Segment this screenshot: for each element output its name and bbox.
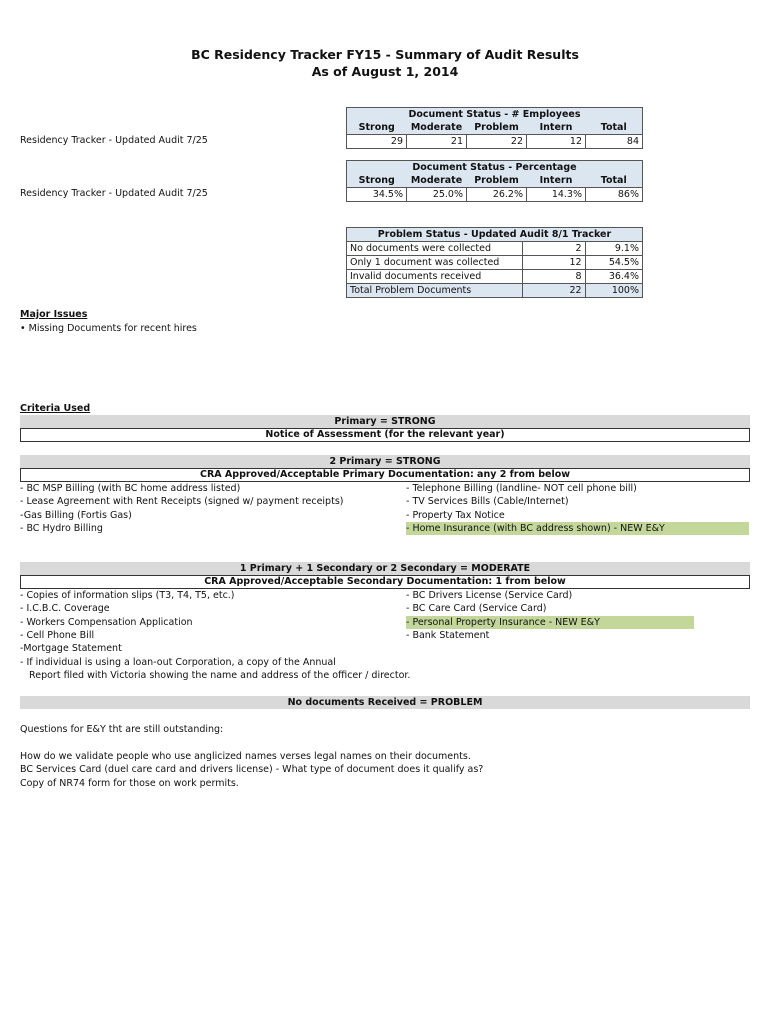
major-issues-heading: Major Issues bbox=[20, 309, 88, 320]
questions-intro: Questions for E&Y tht are still outstanding: bbox=[20, 724, 224, 735]
table-row bbox=[347, 270, 643, 284]
problem-total-count: 22 bbox=[523, 284, 585, 298]
problem-row-pct: 36.4% bbox=[585, 270, 642, 284]
percentage-table bbox=[346, 160, 643, 202]
list-item: - BC Hydro Billing bbox=[20, 523, 103, 534]
highlighted-list-item: - Home Insurance (with BC address shown) - NEW E&Y bbox=[406, 522, 749, 535]
list-item: - BC Drivers License (Service Card) bbox=[406, 590, 573, 601]
page-title: BC Residency Tracker FY15 - Summary of Audit Results bbox=[191, 47, 579, 62]
list-item: - Bank Statement bbox=[406, 630, 490, 641]
list-item: - BC MSP Billing (with BC home address listed) bbox=[20, 483, 241, 494]
major-issue-item: • Missing Documents for recent hires bbox=[20, 323, 197, 334]
page-subtitle: As of August 1, 2014 bbox=[311, 64, 459, 79]
percentage-table-title: Document Status - Percentage bbox=[347, 161, 643, 175]
col-strong: Strong bbox=[347, 174, 407, 188]
problem-row-label: No documents were collected bbox=[347, 242, 523, 256]
percentage-problem-value: 26.2% bbox=[467, 188, 527, 202]
problem-row-pct: 9.1% bbox=[585, 242, 642, 256]
list-item: -Mortgage Statement bbox=[20, 643, 122, 654]
problem-row-pct: 54.5% bbox=[585, 256, 642, 270]
list-item: - Telephone Billing (landline- NOT cell phone bill) bbox=[406, 483, 637, 494]
list-item: -Gas Billing (Fortis Gas) bbox=[20, 510, 132, 521]
question-item: How do we validate people who use anglicized names verses legal names on their documents. bbox=[20, 751, 471, 762]
problem-row-count: 12 bbox=[523, 256, 585, 270]
col-intern: Intern bbox=[539, 122, 573, 133]
problem-row-label: Only 1 document was collected bbox=[347, 256, 523, 270]
list-item: - Copies of information slips (T3, T4, T5, etc.) bbox=[20, 590, 235, 601]
problem-table-title: Problem Status - Updated Audit 8/1 Tracker bbox=[347, 228, 643, 242]
list-item: - TV Services Bills (Cable/Internet) bbox=[406, 496, 569, 507]
col-strong: Strong bbox=[347, 121, 407, 135]
problem-bar: No documents Received = PROBLEM bbox=[20, 696, 750, 709]
primary-strong-bar: Primary = STRONG bbox=[20, 415, 750, 428]
list-item: - If individual is using a loan-out Corporation, a copy of the Annual bbox=[20, 657, 336, 668]
problem-row-count: 8 bbox=[523, 270, 585, 284]
problem-total-pct: 100% bbox=[585, 284, 642, 298]
percentage-intern-value: 14.3% bbox=[527, 188, 586, 202]
percentage-strong-value: 34.5% bbox=[347, 188, 407, 202]
employees-strong-value: 29 bbox=[347, 135, 407, 149]
table-row bbox=[347, 256, 643, 270]
employees-total-value: 84 bbox=[586, 135, 643, 149]
list-item: - Lease Agreement with Rent Receipts (signed w/ payment receipts) bbox=[20, 496, 344, 507]
problem-status-table bbox=[346, 227, 643, 298]
percentage-row-label: Residency Tracker - Updated Audit 7/25 bbox=[20, 188, 208, 199]
primary-strong-box: Notice of Assessment (for the relevant year) bbox=[20, 428, 750, 442]
col-total: Total bbox=[586, 174, 643, 188]
moderate-bar: 1 Primary + 1 Secondary or 2 Secondary = MODERATE bbox=[20, 562, 750, 575]
list-item: Report filed with Victoria showing the name and address of the officer / director. bbox=[20, 670, 411, 681]
problem-total-label: Total Problem Documents bbox=[347, 284, 523, 298]
employees-row-label: Residency Tracker - Updated Audit 7/25 bbox=[20, 135, 208, 146]
employees-intern-value: 12 bbox=[527, 135, 586, 149]
list-item: - Cell Phone Bill bbox=[20, 630, 95, 641]
col-moderate: Moderate bbox=[410, 175, 463, 186]
highlighted-list-item: - Personal Property Insurance - NEW E&Y bbox=[406, 616, 694, 629]
secondary-docs-box: CRA Approved/Acceptable Secondary Documentation: 1 from below bbox=[20, 575, 750, 589]
employees-moderate-value: 21 bbox=[407, 135, 467, 149]
question-item: Copy of NR74 form for those on work permits. bbox=[20, 778, 239, 789]
col-moderate: Moderate bbox=[410, 122, 463, 133]
employees-table-title: Document Status - # Employees bbox=[347, 108, 643, 122]
problem-row-label: Invalid documents received bbox=[347, 270, 523, 284]
list-item: - BC Care Card (Service Card) bbox=[406, 603, 547, 614]
criteria-heading: Criteria Used bbox=[20, 403, 91, 414]
col-problem: Problem bbox=[474, 122, 519, 133]
list-item: - Workers Compensation Application bbox=[20, 617, 193, 628]
primary-docs-box: CRA Approved/Acceptable Primary Documentation: any 2 from below bbox=[20, 468, 750, 482]
percentage-moderate-value: 25.0% bbox=[407, 188, 467, 202]
problem-row-count: 2 bbox=[523, 242, 585, 256]
table-row bbox=[347, 284, 643, 298]
employees-problem-value: 22 bbox=[467, 135, 527, 149]
employees-table bbox=[346, 107, 643, 149]
col-intern: Intern bbox=[539, 175, 573, 186]
two-primary-bar: 2 Primary = STRONG bbox=[20, 455, 750, 468]
percentage-total-value: 86% bbox=[586, 188, 643, 202]
col-problem: Problem bbox=[474, 175, 519, 186]
table-row bbox=[347, 242, 643, 256]
question-item: BC Services Card (duel care card and drivers license) - What type of document does it qualify as? bbox=[20, 764, 484, 775]
list-item: - I.C.B.C. Coverage bbox=[20, 603, 110, 614]
col-total: Total bbox=[586, 121, 643, 135]
list-item: - Property Tax Notice bbox=[406, 510, 505, 521]
